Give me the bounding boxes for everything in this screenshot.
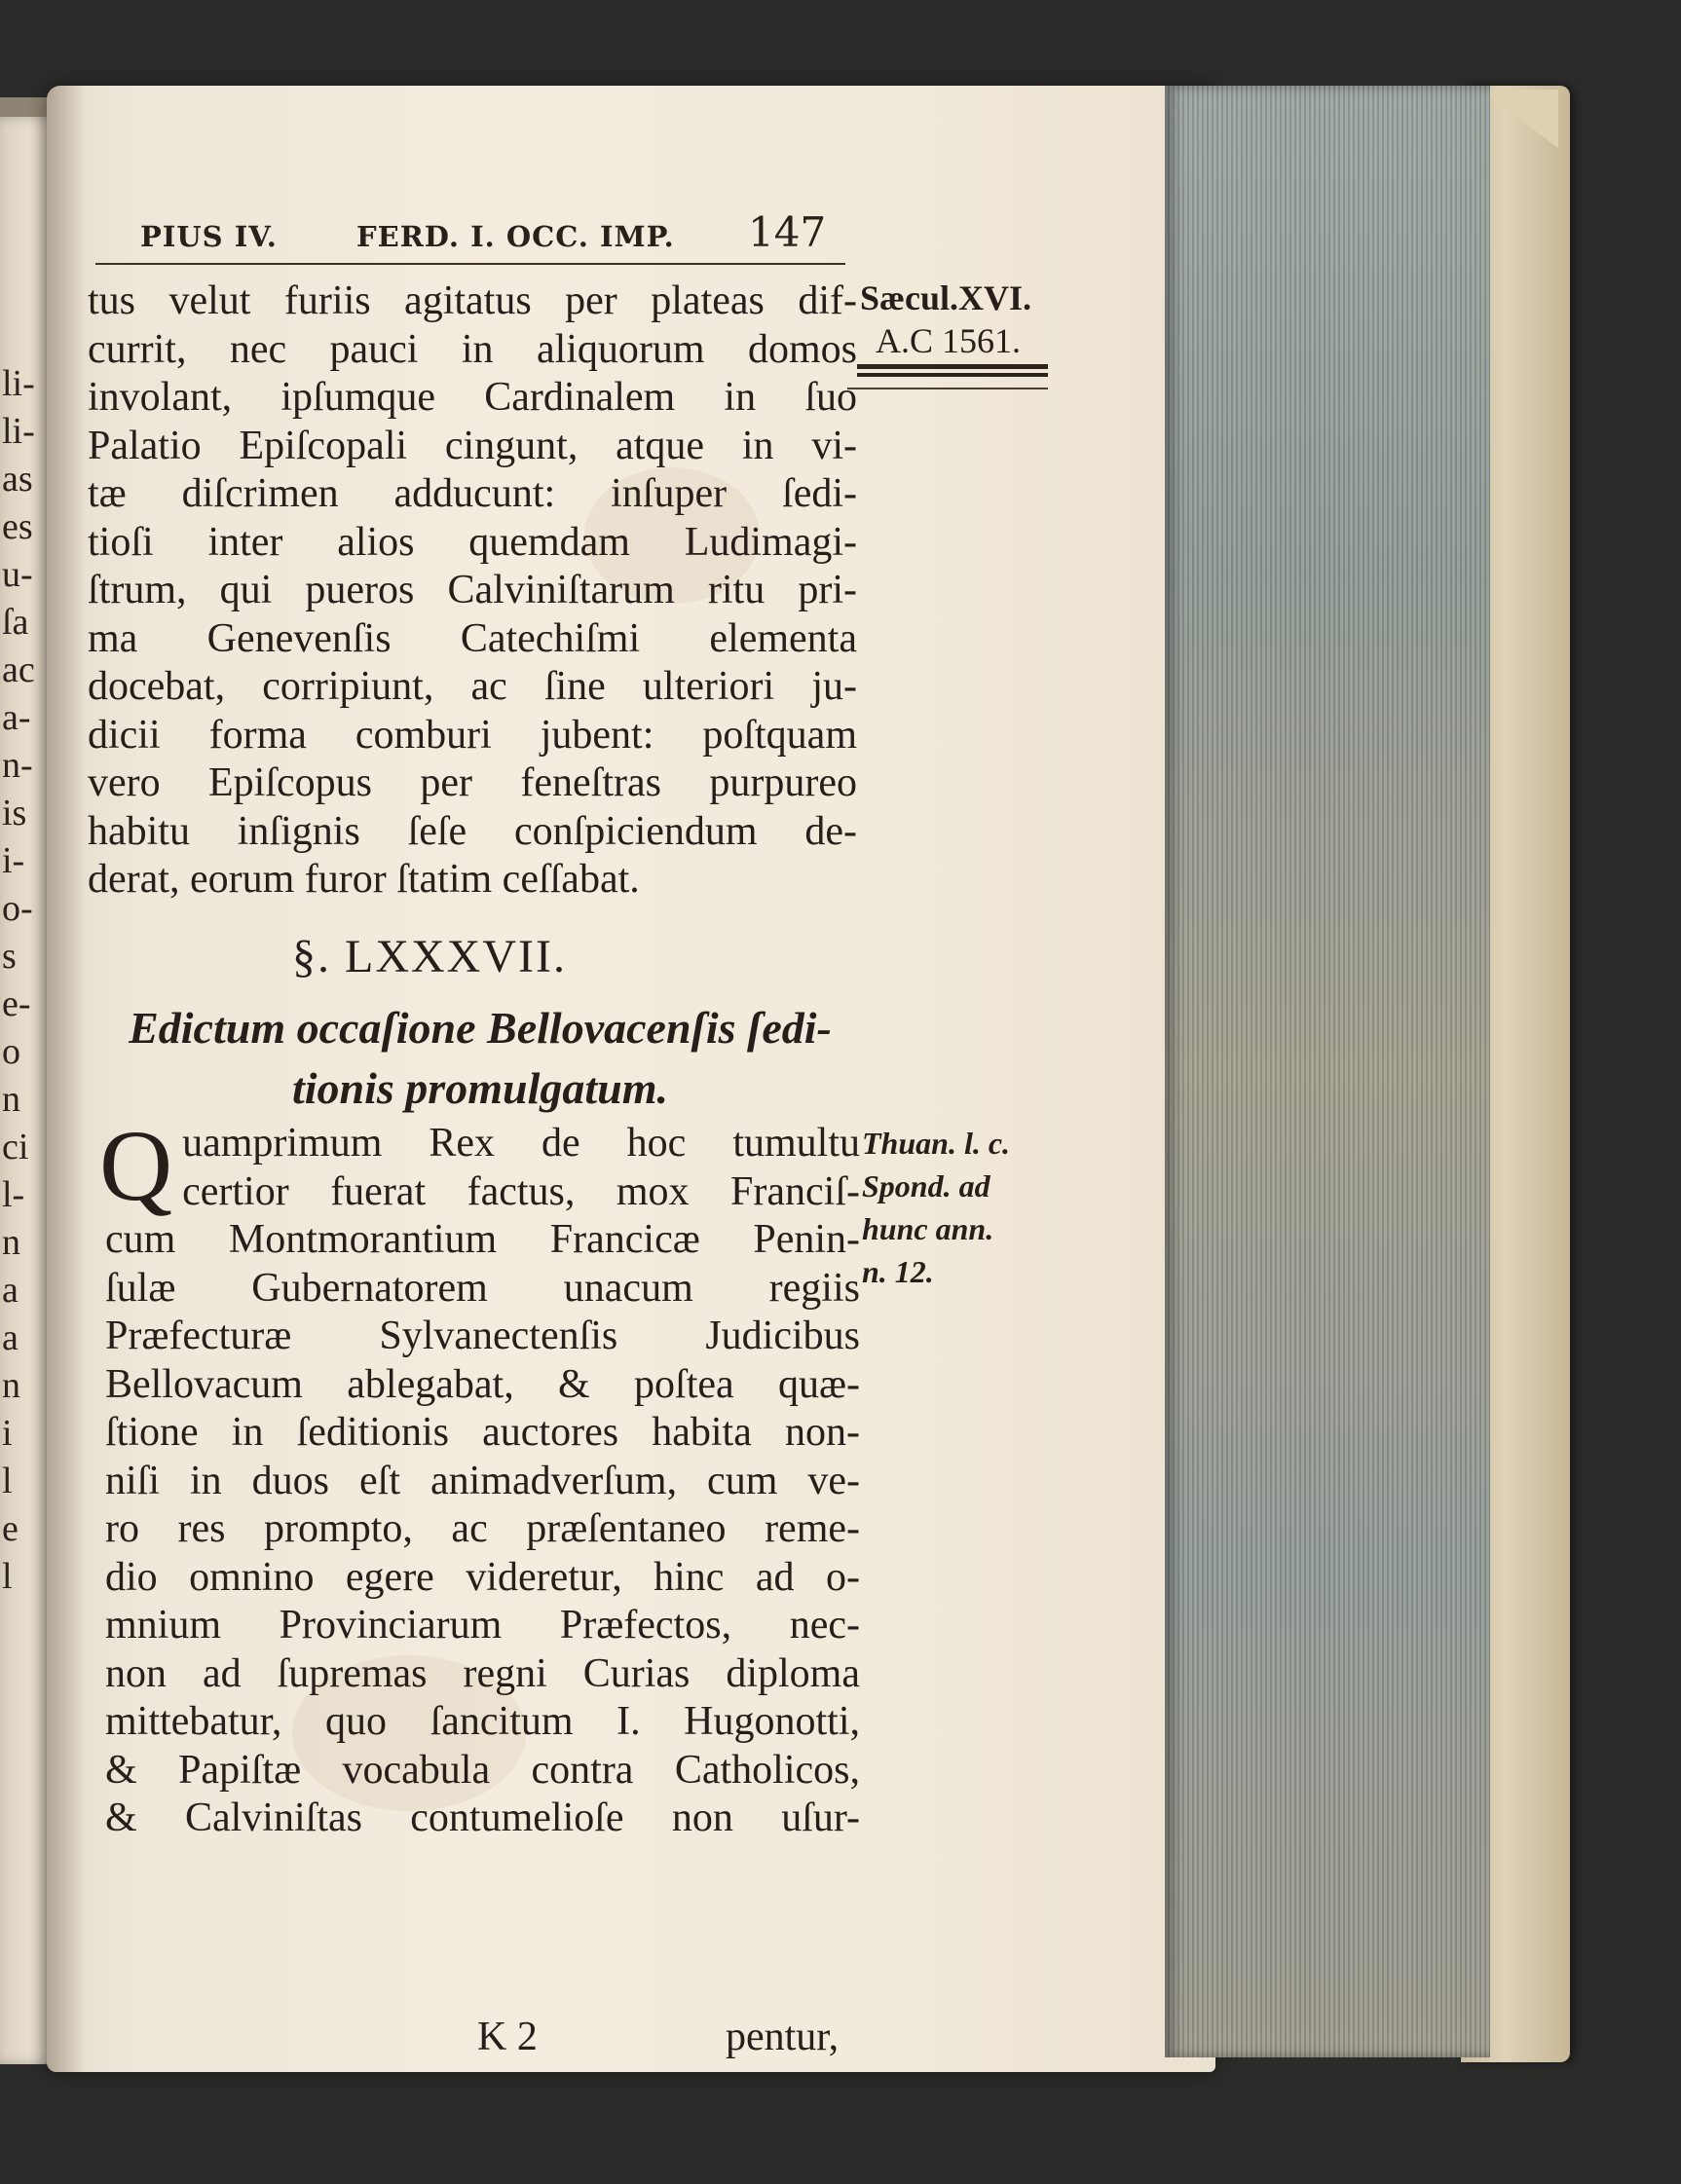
text-line: ſtione in ſeditionis auctores habita non- [105, 1410, 860, 1455]
paragraph-edictum [99, 1110, 860, 1843]
text-line: currit, nec pauci in aliquorum domos [88, 326, 857, 372]
catchword: pentur, [726, 2015, 840, 2059]
fragment: a- [2, 697, 31, 738]
text-line: vero Epiſcopus per feneſtras purpureo [88, 760, 857, 805]
page-edges-block [1165, 86, 1490, 2057]
running-head [136, 203, 847, 261]
margin-ref-line: hunc ann. [862, 1211, 994, 1246]
margin-rule [857, 364, 1048, 369]
text-line: tus velut furiis agitatus per plateas dif- [88, 278, 857, 323]
drop-capital: Q [99, 1110, 173, 1222]
fragment: ac [2, 649, 35, 690]
book-cover-corner [1480, 90, 1558, 148]
fragment: is [2, 793, 27, 833]
text-line: dicii forma comburi jubent: poſtquam [88, 712, 857, 758]
left-facing-page [0, 117, 54, 2064]
fragment: o [2, 1031, 20, 1072]
margin-note-century: Sæcul.XVI. [860, 278, 1032, 317]
fragment: n- [2, 745, 33, 786]
text-line: niſi in duos eſt animadverſum, cum ve- [105, 1458, 860, 1503]
text-line: ma Genevenſis Catechiſmi elementa [88, 615, 857, 661]
fragment: li- [2, 363, 35, 404]
gutter-shadow [47, 86, 86, 2072]
text-line: dio omnino egere videretur, hinc ad o- [105, 1554, 860, 1600]
head-rule [95, 263, 845, 265]
margin-rule [847, 388, 1048, 389]
text-line: & Calviniſtas contumelioſe non uſur- [105, 1795, 860, 1840]
text-line: certior fuerat factus, mox Franciſ- [182, 1168, 860, 1214]
fragment: n [2, 1365, 20, 1406]
section-title-line: Edictum occaſione Bellovacenſis ſedi- [129, 1003, 832, 1053]
fragment: as [2, 459, 33, 500]
margin-ref-line: Spond. ad [862, 1168, 990, 1203]
fragment: li- [2, 411, 35, 452]
signature-mark: K 2 [477, 2015, 538, 2059]
running-head-pope: PIUS IV. [140, 220, 278, 253]
fragment: i [2, 1413, 13, 1454]
text-line: docebat, corripiunt, ac ſine ulteriori ju- [88, 664, 857, 709]
left-page-text-fragments [2, 360, 47, 1601]
margin-note-date [860, 277, 1065, 362]
text-line: Palatio Epiſcopali cingunt, atque in vi- [88, 423, 857, 468]
fragment: ci [2, 1127, 29, 1167]
fragment: u- [2, 554, 33, 595]
fragment: e- [2, 983, 31, 1024]
margin-ref-line: n. 12. [862, 1254, 934, 1289]
fragment: l [2, 1556, 13, 1597]
text-line: uamprimum Rex de hoc tumultu [182, 1121, 860, 1166]
fragment: l [2, 1461, 13, 1501]
margin-note-year: A.C 1561. [876, 321, 1022, 360]
fragment: n [2, 1222, 20, 1263]
fragment: l- [2, 1174, 25, 1215]
margin-reference [862, 1122, 1066, 1293]
text-line: mittebatur, quo ſancitum I. Hugonotti, [105, 1699, 860, 1744]
fragment: ſa [2, 602, 29, 643]
margin-ref-line: Thuan. l. c. [862, 1126, 1011, 1161]
text-line: & Papiſtæ vocabula contra Catholicos, [105, 1747, 860, 1793]
margin-rule [857, 373, 1048, 377]
paragraph-continuation [88, 278, 857, 905]
text-line: tæ diſcrimen adducunt: inſuper ſedi- [88, 471, 857, 516]
text-line: non ad ſupremas regni Curias diploma [105, 1650, 860, 1696]
page-number: 147 [748, 208, 827, 256]
text-line: cum Montmorantium Francicæ Penin- [105, 1217, 860, 1262]
text-line: derat, eorum furor ſtatim ceſſabat. [88, 857, 640, 902]
section-title [95, 998, 865, 1119]
text-line: Bellovacum ablegabat, & poſtea quæ- [105, 1361, 860, 1407]
fragment: es [2, 506, 33, 547]
fragment: a [2, 1317, 19, 1358]
running-head-emperor: FERD. I. OCC. IMP. [356, 220, 675, 253]
fragment: i- [2, 840, 25, 881]
text-line: ro res prompto, ac præſentaneo reme- [105, 1506, 860, 1551]
text-line: Præfecturæ Sylvanectenſis Judicibus [105, 1314, 860, 1358]
text-line: tioſi inter alios quemdam Ludimagi- [88, 519, 857, 565]
section-number: §. LXXXVII. [292, 931, 567, 982]
text-line: ſtrum, qui pueros Calviniſtarum ritu pri- [88, 568, 857, 612]
fragment: n [2, 1079, 20, 1120]
text-line: habitu inſignis ſeſe conſpiciendum de- [88, 808, 857, 854]
fragment: s [2, 936, 17, 977]
fragment: a [2, 1270, 19, 1311]
fragment: e [2, 1508, 19, 1549]
section-title-line: tionis promulgatum. [291, 1063, 668, 1113]
text-line: mnium Provinciarum Præfectos, nec- [105, 1603, 860, 1647]
text-line: ſulæ Gubernatorem unacum regiis [105, 1265, 860, 1311]
text-line: involant, ipſumque Cardinalem in ſuo [88, 375, 857, 420]
fragment: o- [2, 888, 33, 929]
